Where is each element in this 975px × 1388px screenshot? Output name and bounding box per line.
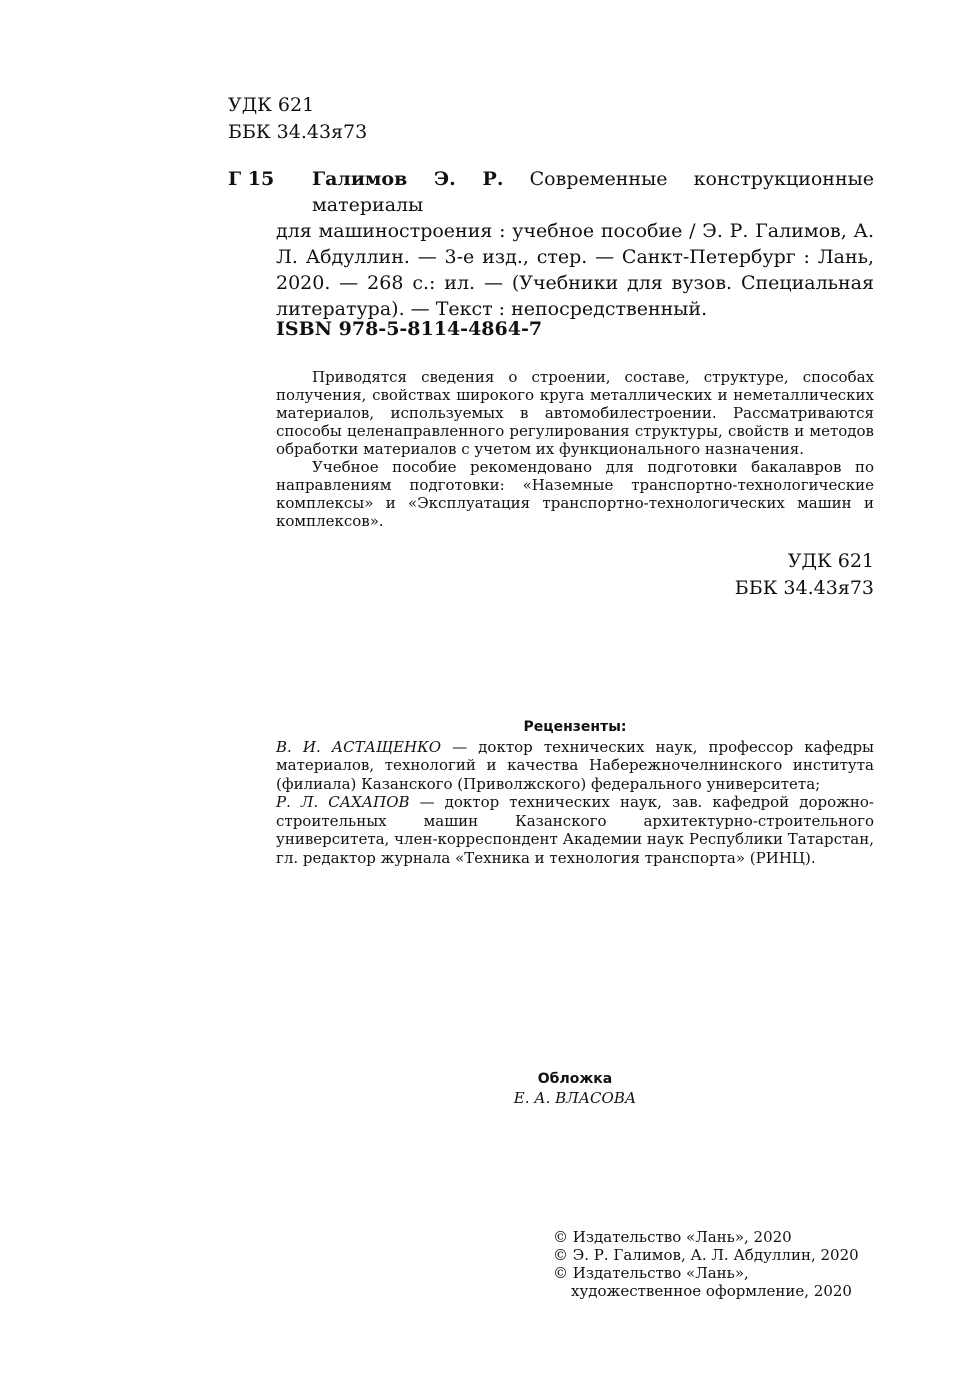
copyright-line-4: художественное оформление, 2020 [571, 1282, 852, 1300]
annotation-paragraph-1: Приводятся сведения о строении, составе, структуре, способах получения, свойствах широкого круга металлических и неметаллических материалов, используемых в автомобилестроении. Рассматриваются способы целенаправленного регулирования структуры, свойств и методов обработки материалов с учетом их функционального назначения. [276, 368, 874, 458]
entry-author: Галимов Э. Р. [312, 168, 504, 190]
bbk-code-top: ББК 34.43я73 [228, 121, 368, 143]
reviewers-heading: Рецензенты: [523, 719, 627, 735]
reviewer-1 [276, 738, 874, 794]
classification-top [228, 92, 367, 146]
reviewers-block [276, 718, 874, 867]
copyright-block [553, 1228, 859, 1300]
copyright-line-3: © Издательство «Лань», [553, 1264, 749, 1282]
reviewer-2-name: Р. Л. САХАПОВ [276, 793, 410, 811]
udk-code-top: УДК 621 [228, 94, 315, 116]
author-mark: Г 15 [228, 168, 275, 190]
bibliographic-description [276, 166, 874, 322]
reviewer-2-desc: — доктор технических наук, зав. кафедрой дорожно-строительных машин Казанского архитектурно-строительного университета, член-корреспондент Академии наук Республики Татарстан, гл. редактор журнала «Техника и технология транспорта» (РИНЦ). [276, 793, 875, 867]
cover-credit [276, 1070, 874, 1108]
bbk-code-bottom: ББК 34.43я73 [734, 577, 874, 599]
reviewer-2 [276, 793, 874, 867]
entry-rest: для машиностроения : учебное пособие / Э. Р. Галимов, А. Л. Абдуллин. — 3-е изд., стер. — Санкт-Петербург : Лань, 2020. — 268 с.: ил. — (Учебники для вузов. Специальная литература). — Текст : непосредственный. [276, 220, 874, 320]
annotation [276, 368, 874, 530]
udk-code-bottom: УДК 621 [787, 550, 874, 572]
bibliographic-entry [228, 166, 874, 322]
cover-heading: Обложка [537, 1071, 613, 1087]
reviewer-1-name: В. И. АСТАЩЕНКО [276, 737, 442, 756]
cover-designer: Е. А. ВЛАСОВА [513, 1089, 637, 1107]
annotation-paragraph-2: Учебное пособие рекомендовано для подготовки бакалавров по направлениям подготовки: «Наземные транспортно-технологические комплексы» и «Эксплуатация транспортно-технологических машин и комплексов». [276, 458, 874, 530]
entry-first-line [312, 166, 874, 218]
copyright-line-1: © Издательство «Лань», 2020 [553, 1228, 792, 1246]
classification-bottom [735, 548, 874, 602]
entry-title-start: Современные конструкционные материалы [312, 168, 874, 216]
isbn: ISBN 978-5-8114-4864-7 [276, 318, 543, 340]
reviewer-1-desc: — доктор технических наук, профессор кафедры материалов, технологий и качества Набережночелнинского института (филиала) Казанского (Приволжского) федерального университета; [276, 737, 874, 793]
copyright-line-2: © Э. Р. Галимов, А. Л. Абдуллин, 2020 [553, 1246, 859, 1264]
